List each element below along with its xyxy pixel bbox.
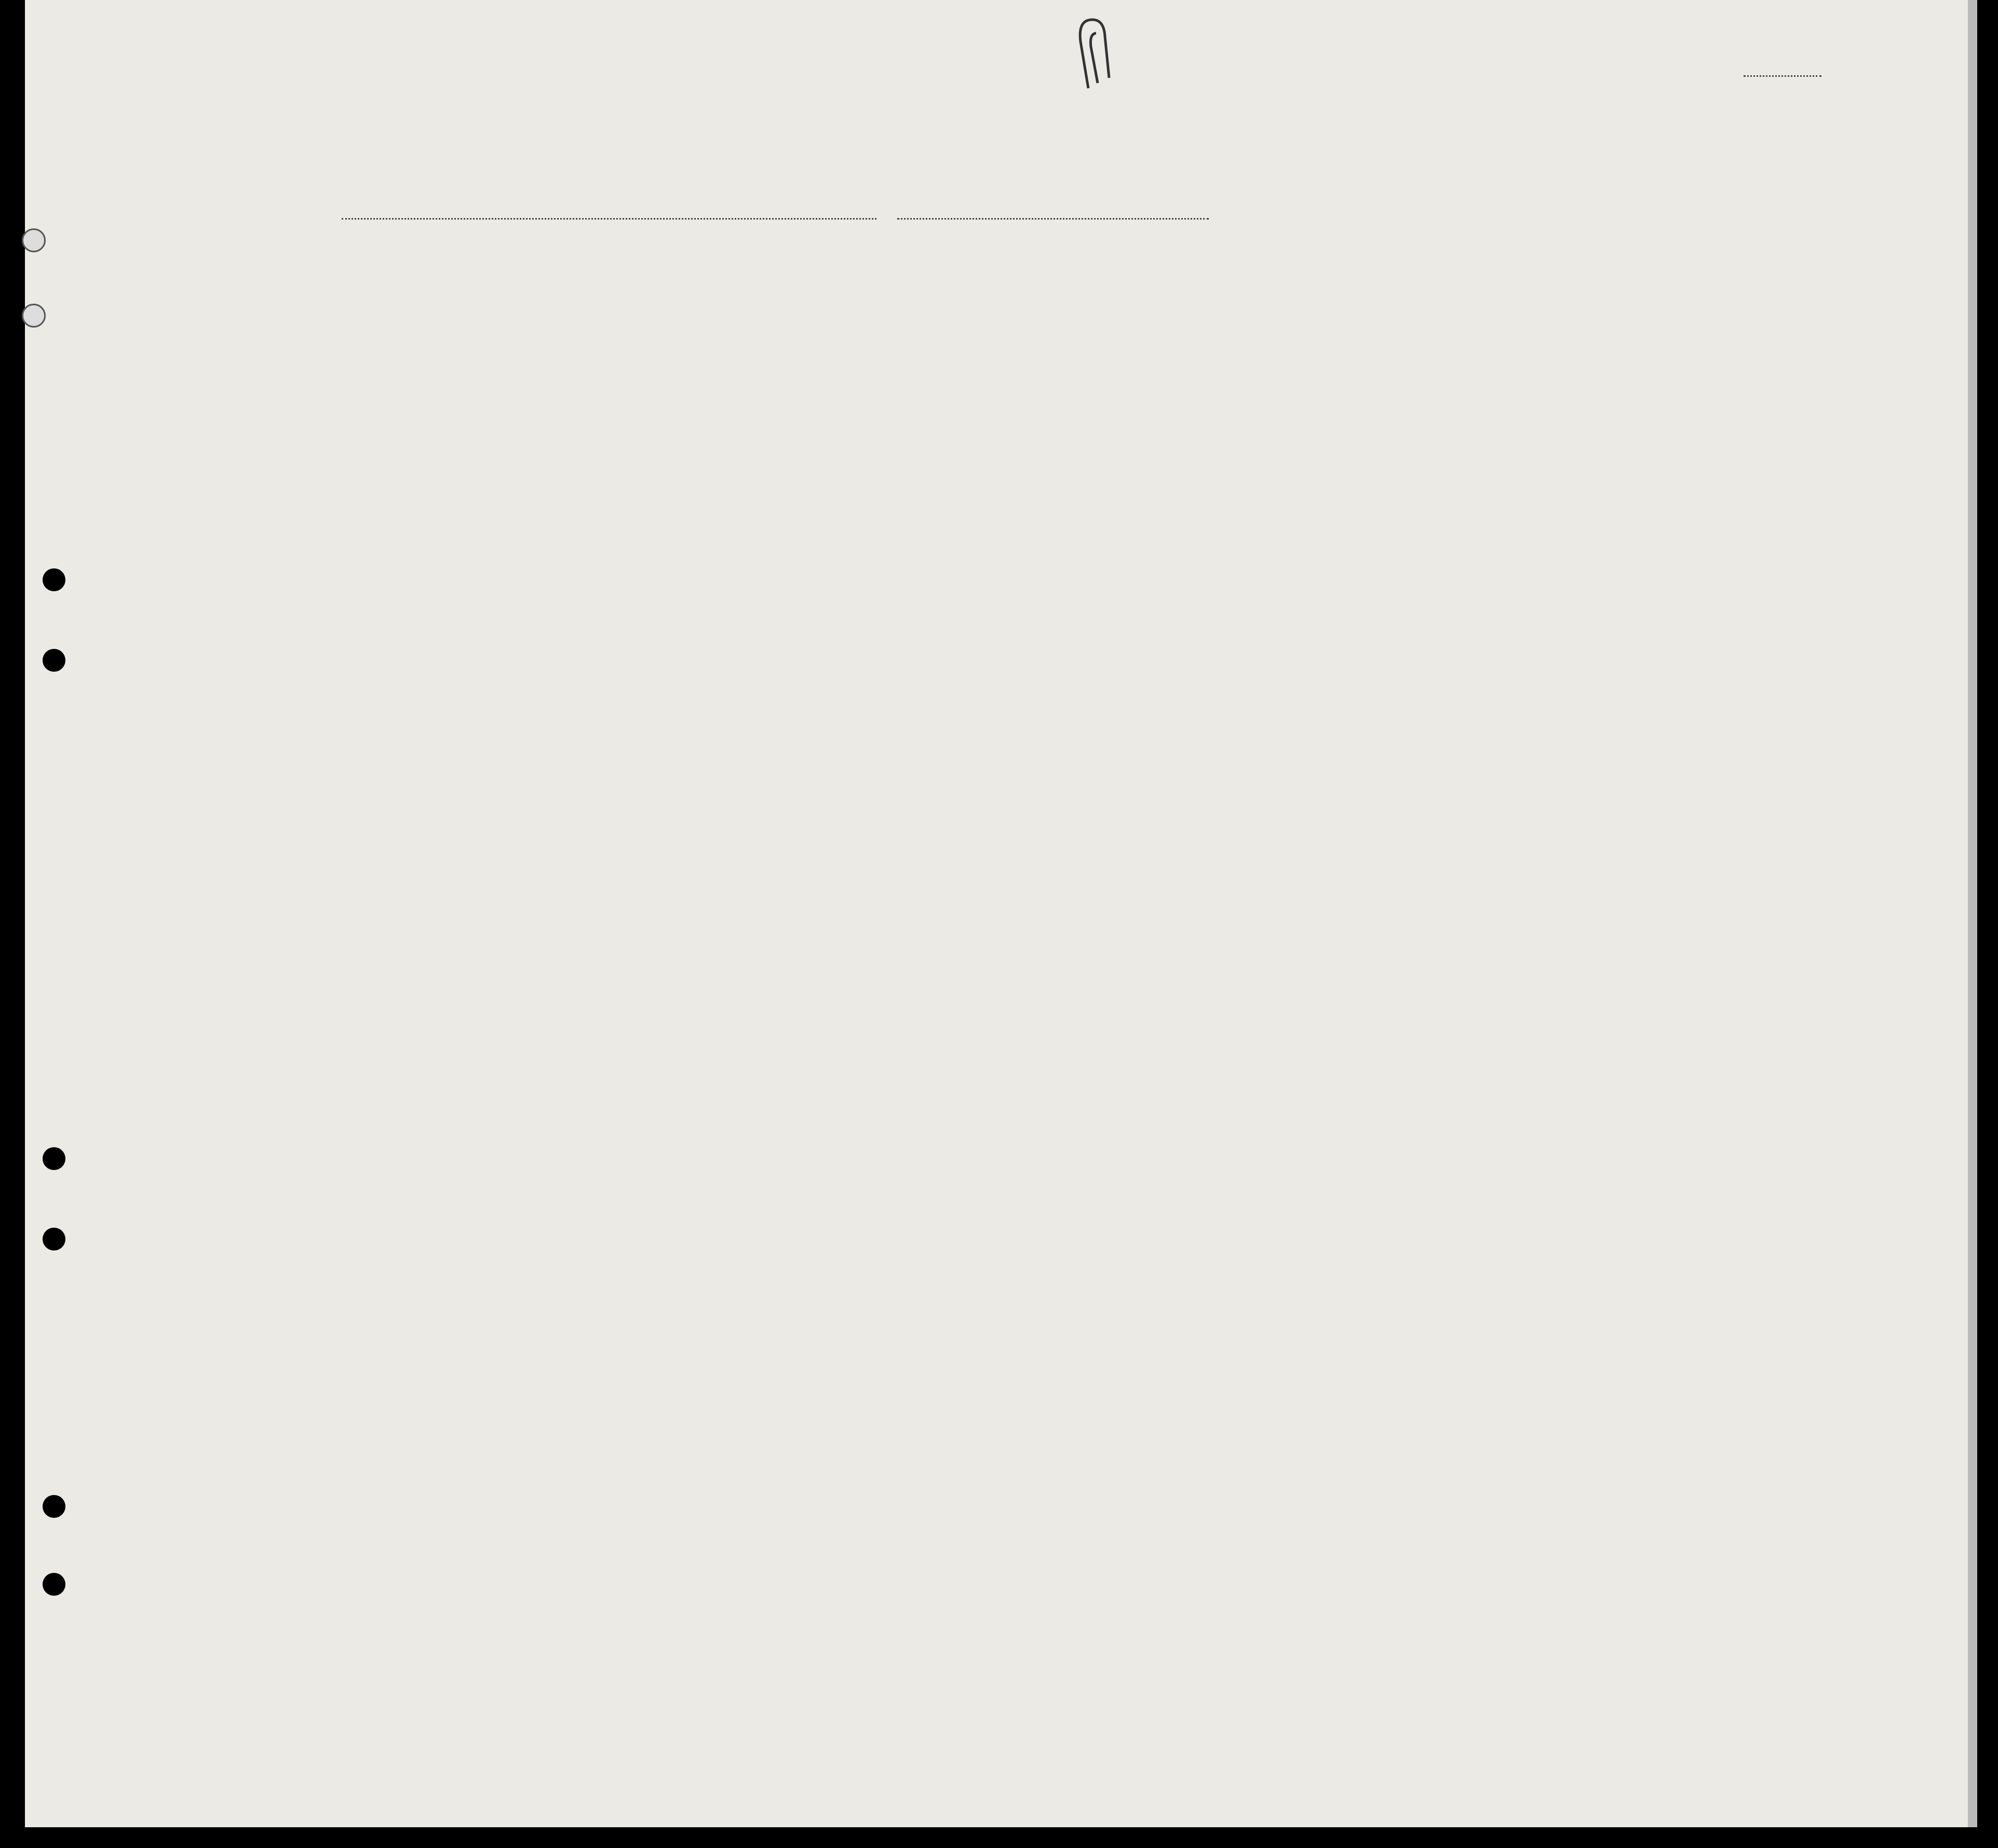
form-grid — [25, 0, 1977, 1827]
col24-citizen-header — [1280, 298, 1312, 410]
col24-length-header — [1214, 298, 1276, 410]
binder-hole-icon — [43, 1147, 65, 1170]
col19-header — [576, 280, 608, 405]
col28-header — [1406, 283, 1455, 410]
binder-hole-icon — [22, 228, 46, 252]
col29-header — [1459, 283, 1495, 410]
paper-clip-icon — [1068, 10, 1119, 93]
binder-hole-icon — [22, 304, 46, 328]
col25-header — [1318, 283, 1343, 410]
binder-hole-icon — [43, 1228, 65, 1251]
binder-hole-icon — [43, 568, 65, 591]
col24-return-header — [1167, 298, 1204, 410]
binder-hole-icon — [43, 1495, 65, 1518]
col33-feet-header — [1667, 358, 1688, 410]
binder-hole-icon — [43, 649, 65, 672]
manifest-page — [25, 0, 1977, 1827]
col30-header — [1500, 283, 1536, 410]
col21-header — [700, 280, 726, 405]
col27-header — [1380, 291, 1401, 410]
col26-header — [1352, 291, 1372, 410]
binder-hole-icon — [43, 1573, 65, 1596]
